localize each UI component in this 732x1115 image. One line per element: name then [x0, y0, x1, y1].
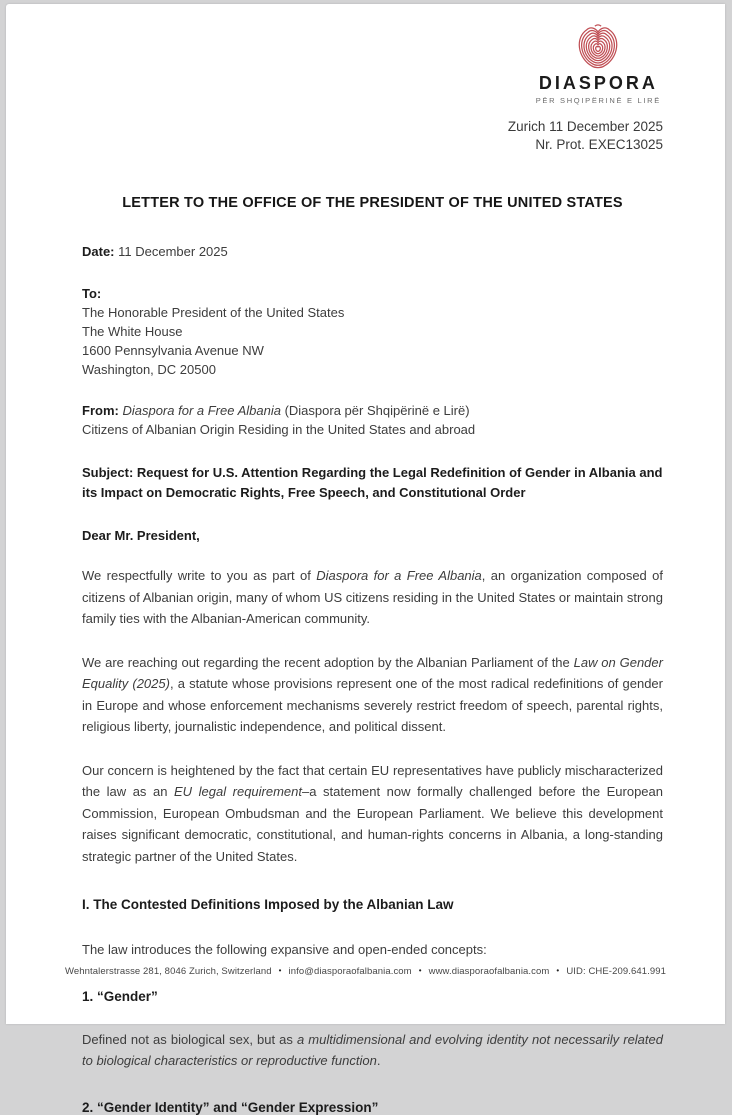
recipient-line: The Honorable President of the United States	[82, 305, 345, 320]
body-paragraph: We respectfully write to you as part of Diaspora for a Free Albania, an organization composed of citizens of Albanian origin, many of whom US citizens residing in the United States or maintain strong family ties with the Albanian-American community.	[82, 568, 663, 626]
bullet-separator: •	[418, 966, 422, 975]
header-date-line: Zurich 11 December 2025	[507, 119, 663, 134]
subject-line: Subject: Request for U.S. Attention Regarding the Legal Redefinition of Gender in Albania and its Impact on Democratic Rights, Free Speech, and Constitutional Order	[82, 465, 663, 500]
recipient-block	[82, 284, 663, 379]
letter-content	[6, 4, 725, 1115]
footer-website: www.diasporaofalbania.com	[428, 966, 550, 977]
footer-address: Wehntalerstrasse 281, 8046 Zurich, Switzerland	[64, 966, 272, 977]
list-item-body: Defined not as biological sex, but as a multidimensional and evolving identity not necessarily related to biological characteristics or reproductive function.	[82, 1032, 663, 1068]
recipient-line: 1600 Pennsylvania Avenue NW	[82, 343, 264, 358]
section-heading: I. The Contested Definitions Imposed by the Albanian Law	[82, 897, 454, 912]
body-paragraph: We are reaching out regarding the recent adoption by the Albanian Parliament of the Law on Gender Equality (2025), a statute whose provisions represent one of the most radical redefinitions of gender in Europe and whose enforcement mechanisms severely restrict freedom of speech, parental rights, religious liberty, journalistic independence, and political dissent.	[82, 654, 663, 734]
list-item-heading: 2. “Gender Identity” and “Gender Expression”	[82, 1100, 379, 1115]
list-item-heading: 1. “Gender”	[82, 989, 158, 1004]
footer-uid: UID: CHE-209.641.991	[566, 966, 667, 977]
letterhead	[82, 24, 663, 153]
to-label: To:	[82, 286, 102, 301]
from-line: From: Diaspora for a Free Albania (Diaspora për Shqipërinë e Lirë)	[82, 403, 470, 418]
footer-email: info@diasporaofalbania.com	[288, 966, 412, 977]
brand-name: DIASPORA	[538, 73, 658, 93]
date-row	[82, 242, 663, 261]
recipient-line: The White House	[82, 324, 183, 339]
protocol-number: Nr. Prot. EXEC13025	[535, 136, 663, 152]
body-paragraph: Our concern is heightened by the fact that certain EU representatives have publicly mischaracterized the law as an EU legal requirement–a statement now formally challenged before the European Commission, European Ombudsman and the European Parliament. We believe this development raises significant democratic, constitutional, and human-rights concerns in Albania, a long-standing strategic partner of the United States.	[82, 762, 664, 864]
brand-tagline: PËR SHQIPËRINË E LIRË	[535, 96, 661, 105]
bullet-separator: •	[556, 966, 560, 975]
letter-page	[6, 4, 725, 1115]
sender-description: Citizens of Albanian Origin Residing in the United States and abroad	[82, 422, 476, 437]
sender-block	[82, 401, 663, 439]
bullet-separator: •	[278, 966, 282, 975]
organization-logo	[536, 24, 661, 105]
recipient-line: Washington, DC 20500	[82, 362, 216, 377]
date-value: 11 December 2025	[114, 244, 228, 259]
letter-title: LETTER TO THE OFFICE OF THE PRESIDENT OF THE UNITED STATES	[122, 195, 623, 211]
header-date-block	[82, 118, 663, 153]
section-intro: The law introduces the following expansive and open-ended concepts:	[82, 942, 487, 957]
date-label: Date:	[82, 244, 115, 259]
letter-footer	[6, 966, 725, 977]
salutation: Dear Mr. President,	[82, 528, 200, 543]
fingerprint-heart-logo-icon	[573, 24, 623, 72]
